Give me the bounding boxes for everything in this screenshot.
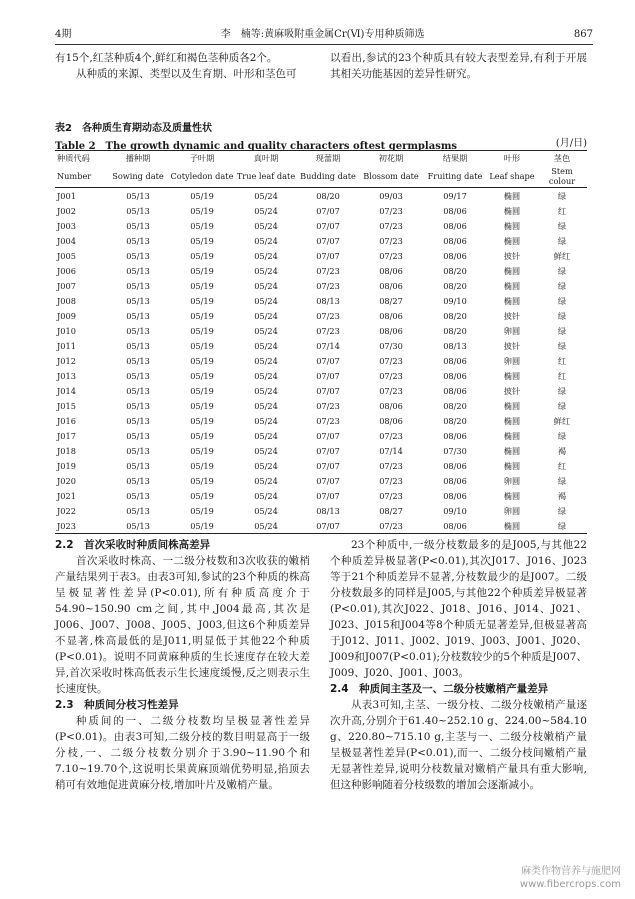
cell-leaf-shape: 披针 bbox=[503, 310, 521, 321]
cell-budding: 07/23 bbox=[316, 415, 340, 426]
cell-cotyledon: 05/19 bbox=[190, 415, 214, 426]
cell-fruiting: 08/06 bbox=[443, 385, 467, 396]
cell-fruiting: 08/06 bbox=[443, 430, 467, 441]
cell-true-leaf: 05/24 bbox=[254, 460, 278, 471]
cell-budding: 07/07 bbox=[316, 220, 340, 231]
cell-fruiting: 08/20 bbox=[443, 325, 467, 336]
cell-cotyledon: 05/19 bbox=[190, 430, 214, 441]
cell-stem-colour: 绿 bbox=[557, 325, 567, 336]
running-header bbox=[55, 22, 593, 45]
cell-true-leaf: 05/24 bbox=[254, 190, 278, 201]
cell-leaf-shape: 椭圆 bbox=[503, 460, 521, 471]
cell-sowing: 05/13 bbox=[126, 250, 150, 261]
header-budding-cn: 现蕾期 bbox=[297, 151, 359, 166]
cell-fruiting: 08/06 bbox=[443, 220, 467, 231]
cell-number: J022 bbox=[57, 505, 76, 516]
cell-stem-colour: 绿 bbox=[557, 430, 567, 441]
header-fruiting-en: Fruiting date bbox=[423, 165, 487, 188]
table-caption-en: Table 2 The growth dynamic and quality characters oftest germplasms bbox=[55, 141, 458, 152]
cell-leaf-shape: 椭圆 bbox=[503, 490, 521, 501]
cell-budding: 07/23 bbox=[316, 400, 340, 411]
table-row bbox=[55, 323, 587, 338]
top-right-column bbox=[330, 50, 587, 82]
cell-leaf-shape: 披针 bbox=[503, 340, 521, 351]
cell-budding: 07/14 bbox=[316, 340, 340, 351]
section-2-2-title: 2.2 首次采收时种质间株高差异 bbox=[55, 539, 211, 551]
cell-sowing: 05/13 bbox=[126, 325, 150, 336]
cell-cotyledon: 05/19 bbox=[190, 250, 214, 261]
cell-sowing: 05/13 bbox=[126, 475, 150, 486]
table-row bbox=[55, 383, 587, 398]
cell-stem-colour: 绿 bbox=[557, 400, 567, 411]
cell-cotyledon: 05/19 bbox=[190, 340, 214, 351]
table-row bbox=[55, 248, 587, 263]
cell-blossom: 07/23 bbox=[379, 355, 403, 366]
top-left-column bbox=[55, 50, 310, 82]
cell-number: J023 bbox=[55, 518, 107, 534]
cell-stem-colour: 红 bbox=[557, 460, 567, 471]
cell-fruiting: 08/20 bbox=[443, 400, 467, 411]
cell-cotyledon: 05/19 bbox=[190, 280, 214, 291]
cell-cotyledon: 05/19 bbox=[190, 445, 214, 456]
cell-true-leaf: 05/24 bbox=[254, 355, 278, 366]
cell-budding: 07/07 bbox=[316, 250, 340, 261]
section-2-2-body: 首次采收时株高、一二级分枝数和3次收获的嫩梢产量结果列于表3。由表3可知,参试的23个种质的株高呈极显著性差异(P<0.01),所有种质高度介于54.90~150.90 cm之间,其中,J004最高,其次是J006、J007、J008、J005、J003,但这6个种质差异不显著,株高最低的是J011,明显低于其他22个种质(P<0.01)。说明不同黄麻种质的生长速度存在较大差异,首次采收时株高低表示生长速度缓慢,反之则表示生长速度快。 bbox=[55, 555, 310, 695]
cell-fruiting: 08/13 bbox=[443, 340, 467, 351]
top-left-paragraph-1: 有15个,红茎种质4个,鲜红和褐色茎种质各2个。 bbox=[55, 52, 278, 64]
cell-stem-colour: 绿 bbox=[557, 190, 567, 201]
cell-sowing: 05/13 bbox=[126, 505, 150, 516]
cell-leaf-shape: 椭圆 bbox=[503, 205, 521, 216]
cell-true-leaf: 05/24 bbox=[254, 415, 278, 426]
cell-cotyledon: 05/19 bbox=[190, 370, 214, 381]
table-row bbox=[55, 473, 587, 488]
left-column bbox=[55, 537, 310, 793]
cell-leaf-shape: 披针 bbox=[503, 385, 521, 396]
table-row bbox=[55, 398, 587, 413]
cell-leaf-shape: 椭圆 bbox=[503, 235, 521, 246]
header-sowing-cn: 播种期 bbox=[107, 151, 169, 166]
header-sowing-en: Sowing date bbox=[107, 165, 169, 188]
cell-budding: 07/07 bbox=[316, 430, 340, 441]
cell-sowing: 05/13 bbox=[126, 385, 150, 396]
cell-budding: 07/07 bbox=[316, 490, 340, 501]
cell-blossom: 08/27 bbox=[379, 505, 403, 516]
cell-stem-colour: 鲜红 bbox=[553, 415, 571, 426]
table-row bbox=[55, 203, 587, 218]
cell-true-leaf: 05/24 bbox=[254, 490, 278, 501]
cell-blossom: 07/23 bbox=[359, 518, 423, 534]
cell-sowing: 05/13 bbox=[126, 265, 150, 276]
cell-cotyledon: 05/19 bbox=[190, 235, 214, 246]
cell-sowing: 05/13 bbox=[126, 355, 150, 366]
cell-cotyledon: 05/19 bbox=[190, 355, 214, 366]
cell-number: J017 bbox=[57, 430, 76, 441]
cell-sowing: 05/13 bbox=[126, 235, 150, 246]
cell-budding: 07/07 bbox=[316, 475, 340, 486]
cell-cotyledon: 05/19 bbox=[190, 400, 214, 411]
cell-true-leaf: 05/24 bbox=[254, 235, 278, 246]
cell-sowing: 05/13 bbox=[126, 280, 150, 291]
cell-stem-colour: 红 bbox=[557, 370, 567, 381]
cell-true-leaf: 05/24 bbox=[254, 445, 278, 456]
table-caption-cn: 表2 各种质生育期动态及质量性状 bbox=[55, 123, 212, 134]
cell-blossom: 09/03 bbox=[379, 190, 403, 201]
table-row bbox=[55, 278, 587, 293]
cell-budding: 07/07 bbox=[316, 385, 340, 396]
cell-budding: 08/13 bbox=[316, 505, 340, 516]
cell-cotyledon: 05/19 bbox=[190, 265, 214, 276]
header-true-leaf-en: True leaf date bbox=[235, 165, 297, 188]
cell-sowing: 05/13 bbox=[107, 518, 169, 534]
cell-number: J012 bbox=[57, 355, 76, 366]
cell-sowing: 05/13 bbox=[126, 415, 150, 426]
cell-cotyledon: 05/19 bbox=[190, 310, 214, 321]
watermark-line-2: www.fibercrops.com bbox=[519, 879, 621, 890]
header-stem-colour-cn: 茎色 bbox=[537, 151, 587, 166]
table-row bbox=[55, 443, 587, 458]
cell-number: J019 bbox=[57, 460, 76, 471]
cell-true-leaf: 05/24 bbox=[254, 400, 278, 411]
cell-budding: 07/07 bbox=[316, 205, 340, 216]
header-cotyledon-cn: 子叶期 bbox=[169, 151, 235, 166]
cell-blossom: 07/23 bbox=[379, 205, 403, 216]
cell-true-leaf: 05/24 bbox=[254, 295, 278, 306]
cell-fruiting: 08/06 bbox=[443, 250, 467, 261]
cell-stem-colour: 绿 bbox=[557, 340, 567, 351]
cell-blossom: 07/23 bbox=[379, 250, 403, 261]
cell-budding: 07/23 bbox=[316, 310, 340, 321]
table-header-en bbox=[55, 165, 587, 188]
cell-leaf-shape: 椭圆 bbox=[503, 190, 521, 201]
cell-blossom: 08/06 bbox=[379, 415, 403, 426]
cell-stem-colour: 绿 bbox=[557, 235, 567, 246]
issue-number: 4期 bbox=[55, 29, 72, 40]
table-row bbox=[55, 293, 587, 308]
cell-blossom: 07/23 bbox=[379, 430, 403, 441]
cell-leaf-shape: 椭圆 bbox=[503, 295, 521, 306]
cell-true-leaf: 05/24 bbox=[254, 370, 278, 381]
section-2-3-title: 2.3 种质间分枝习性差异 bbox=[55, 699, 179, 711]
cell-stem-colour: 绿 bbox=[557, 280, 567, 291]
cell-leaf-shape: 披针 bbox=[503, 250, 521, 261]
cell-number: J005 bbox=[57, 250, 76, 261]
cell-blossom: 07/23 bbox=[379, 460, 403, 471]
cell-leaf-shape: 椭圆 bbox=[503, 370, 521, 381]
header-cotyledon-en: Cotyledon date bbox=[169, 165, 235, 188]
cell-sowing: 05/13 bbox=[126, 190, 150, 201]
cell-leaf-shape: 椭圆 bbox=[503, 430, 521, 441]
cell-number: J010 bbox=[57, 325, 76, 336]
cell-stem-colour: 褐 bbox=[557, 490, 567, 501]
section-2-4-body: 从表3可知,主茎、一级分枝、二级分枝嫩梢产量逐次升高,分别介于61.40~252.10 g、224.00~584.10 g、220.80~715.10 g,主茎与一、二级分枝嫩梢产量呈极显著性差异(P<0.01),而一、二级分枝间嫩梢产量无显著性差异,说明分枝数量对嫩梢产量具有重大影响,但这种影响随着分枝级数的增加会逐渐减小。 bbox=[330, 699, 587, 791]
cell-sowing: 05/13 bbox=[126, 490, 150, 501]
cell-fruiting: 08/06 bbox=[443, 490, 467, 501]
cell-blossom: 08/06 bbox=[379, 400, 403, 411]
cell-stem-colour: 绿 bbox=[557, 475, 567, 486]
right-column bbox=[330, 537, 587, 793]
cell-fruiting: 08/06 bbox=[423, 518, 487, 534]
cell-leaf-shape: 椭圆 bbox=[503, 265, 521, 276]
cell-number: J009 bbox=[57, 310, 76, 321]
table-row bbox=[55, 308, 587, 323]
cell-blossom: 07/23 bbox=[379, 490, 403, 501]
cell-budding: 07/23 bbox=[316, 325, 340, 336]
cell-cotyledon: 05/19 bbox=[190, 490, 214, 501]
watermark bbox=[520, 865, 621, 891]
header-stem-colour-en: Stem colour bbox=[537, 165, 587, 188]
cell-budding: 07/07 bbox=[316, 355, 340, 366]
watermark-line-1: 麻类作物营养与施肥网 bbox=[521, 866, 621, 877]
cell-sowing: 05/13 bbox=[126, 295, 150, 306]
top-left-paragraph-2: 从种质的来源、类型以及生育期、叶形和茎色可 bbox=[76, 68, 297, 80]
cell-sowing: 05/13 bbox=[126, 400, 150, 411]
table-unit: (月/日) bbox=[555, 138, 587, 149]
cell-sowing: 05/13 bbox=[126, 370, 150, 381]
cell-number: J006 bbox=[57, 265, 76, 276]
page-number: 867 bbox=[573, 29, 593, 40]
cell-true-leaf: 05/24 bbox=[254, 220, 278, 231]
cell-stem-colour: 红 bbox=[557, 205, 567, 216]
table-row bbox=[55, 353, 587, 368]
cell-blossom: 07/23 bbox=[379, 385, 403, 396]
cell-cotyledon: 05/19 bbox=[190, 190, 214, 201]
cell-true-leaf: 05/24 bbox=[235, 518, 297, 534]
cell-true-leaf: 05/24 bbox=[254, 340, 278, 351]
cell-true-leaf: 05/24 bbox=[254, 250, 278, 261]
cell-stem-colour: 绿 bbox=[557, 310, 567, 321]
cell-leaf-shape: 椭圆 bbox=[503, 220, 521, 231]
cell-fruiting: 08/06 bbox=[443, 355, 467, 366]
cell-blossom: 08/27 bbox=[379, 295, 403, 306]
cell-stem-colour: 绿 bbox=[557, 220, 567, 231]
cell-stem-colour: 绿 bbox=[557, 505, 567, 516]
cell-sowing: 05/13 bbox=[126, 445, 150, 456]
cell-stem-colour: 绿 bbox=[557, 295, 567, 306]
cell-cotyledon: 05/19 bbox=[190, 295, 214, 306]
section-2-4-title: 2.4 种质间主茎及一、二级分枝嫩梢产量差异 bbox=[330, 683, 549, 695]
cell-stem-colour: 红 bbox=[557, 355, 567, 366]
cell-fruiting: 09/10 bbox=[443, 295, 467, 306]
cell-blossom: 07/23 bbox=[379, 220, 403, 231]
cell-number: J021 bbox=[57, 490, 76, 501]
header-number-en: Number bbox=[55, 165, 107, 188]
table-row bbox=[55, 458, 587, 473]
section-2-3-body: 种质间的一、二级分枝数均呈极显著性差异(P<0.01)。由表3可知,二级分枝的数目明显高于一级分枝,一、二级分枝数分别介于3.90~11.90个和7.10~19.70个,这说明长果黄麻顶端优势明显,掐顶去稍可有效地促进黄麻分枝,增加叶片及嫩梢产量。 bbox=[55, 715, 310, 791]
table-row bbox=[55, 233, 587, 248]
cell-sowing: 05/13 bbox=[126, 205, 150, 216]
cell-number: J007 bbox=[57, 280, 76, 291]
table-row bbox=[55, 218, 587, 233]
cell-blossom: 08/06 bbox=[379, 265, 403, 276]
cell-budding: 08/20 bbox=[316, 190, 340, 201]
cell-budding: 07/07 bbox=[316, 370, 340, 381]
cell-blossom: 07/23 bbox=[379, 235, 403, 246]
cell-true-leaf: 05/24 bbox=[254, 280, 278, 291]
header-leaf-shape-cn: 叶形 bbox=[487, 151, 537, 166]
table-row bbox=[55, 338, 587, 353]
header-true-leaf-cn: 真叶期 bbox=[235, 151, 297, 166]
cell-fruiting: 08/20 bbox=[443, 265, 467, 276]
header-fruiting-cn: 结果期 bbox=[423, 151, 487, 166]
cell-true-leaf: 05/24 bbox=[254, 430, 278, 441]
cell-budding: 07/23 bbox=[316, 280, 340, 291]
cell-fruiting: 09/10 bbox=[443, 505, 467, 516]
top-right-paragraph: 以看出,参试的23个种质具有较大表型差异,有利于开展其相关功能基因的差异性研究。 bbox=[330, 52, 587, 80]
cell-true-leaf: 05/24 bbox=[254, 265, 278, 276]
cell-number: J011 bbox=[57, 340, 76, 351]
table-row bbox=[55, 428, 587, 443]
cell-true-leaf: 05/24 bbox=[254, 205, 278, 216]
cell-true-leaf: 05/24 bbox=[254, 385, 278, 396]
cell-budding: 08/13 bbox=[316, 295, 340, 306]
cell-cotyledon: 05/19 bbox=[190, 505, 214, 516]
running-title: 李 楠等:黄麻吸附重金属Cr(Ⅵ)专用种质筛选 bbox=[220, 29, 425, 40]
cell-cotyledon: 05/19 bbox=[169, 518, 235, 534]
cell-true-leaf: 05/24 bbox=[254, 310, 278, 321]
cell-cotyledon: 05/19 bbox=[190, 475, 214, 486]
cell-leaf-shape: 椭圆 bbox=[503, 400, 521, 411]
header-leaf-shape-en: Leaf shape bbox=[487, 165, 537, 188]
cell-number: J015 bbox=[57, 400, 76, 411]
growth-dynamic-table bbox=[55, 150, 587, 534]
cell-number: J002 bbox=[57, 205, 76, 216]
header-blossom-en: Blossom date bbox=[359, 165, 423, 188]
cell-fruiting: 08/06 bbox=[443, 235, 467, 246]
header-blossom-cn: 初花期 bbox=[359, 151, 423, 166]
cell-leaf-shape: 椭圆 bbox=[487, 518, 537, 534]
cell-fruiting: 09/17 bbox=[443, 190, 467, 201]
cell-cotyledon: 05/19 bbox=[190, 385, 214, 396]
cell-stem-colour: 绿 bbox=[557, 385, 567, 396]
cell-cotyledon: 05/19 bbox=[190, 460, 214, 471]
cell-budding: 07/07 bbox=[297, 518, 359, 534]
cell-fruiting: 08/06 bbox=[443, 460, 467, 471]
cell-blossom: 08/06 bbox=[379, 310, 403, 321]
cell-number: J001 bbox=[57, 190, 76, 201]
cell-fruiting: 07/30 bbox=[443, 445, 467, 456]
cell-number: J003 bbox=[57, 220, 76, 231]
table-row bbox=[55, 518, 587, 534]
table-row bbox=[55, 503, 587, 518]
cell-number: J020 bbox=[57, 475, 76, 486]
table-row bbox=[55, 488, 587, 503]
section-2-2-continued: 23个种质中,一级分枝数最多的是J005,与其他22个种质差异极显著(P<0.01),其次J017、J016、J023等于21个种质差异不显著,分枝数最少的是J007。二级分枝数最多的同样是J005,与其他22个种质差异极显著(P<0.01),其次J022、J018、J016、J014、J021、J023、J015和J004等8个种质无显著差异,但极显著高于J012、J011、J002、J019、J003、J001、J020、J009和J007(P<0.01);分枝数较少的5个种质是J007、J009、J020、J001、J003。 bbox=[330, 539, 587, 679]
cell-blossom: 07/23 bbox=[379, 370, 403, 381]
cell-stem-colour: 绿 bbox=[557, 265, 567, 276]
cell-sowing: 05/13 bbox=[126, 310, 150, 321]
cell-budding: 07/07 bbox=[316, 445, 340, 456]
cell-sowing: 05/13 bbox=[126, 220, 150, 231]
cell-leaf-shape: 卵圆 bbox=[503, 475, 521, 486]
cell-fruiting: 08/06 bbox=[443, 205, 467, 216]
table-body bbox=[55, 188, 587, 534]
cell-fruiting: 08/20 bbox=[443, 280, 467, 291]
table-header-cn bbox=[55, 151, 587, 166]
cell-number: J004 bbox=[57, 235, 76, 246]
cell-leaf-shape: 椭圆 bbox=[503, 445, 521, 456]
cell-leaf-shape: 卵圆 bbox=[503, 325, 521, 336]
table-row bbox=[55, 188, 587, 204]
cell-fruiting: 08/06 bbox=[443, 475, 467, 486]
cell-stem-colour: 褐 bbox=[557, 445, 567, 456]
cell-stem-colour: 鲜红 bbox=[553, 250, 571, 261]
cell-leaf-shape: 卵圆 bbox=[503, 355, 521, 366]
cell-stem-colour: 绿 bbox=[537, 518, 587, 534]
cell-sowing: 05/13 bbox=[126, 460, 150, 471]
cell-blossom: 07/30 bbox=[379, 340, 403, 351]
cell-fruiting: 08/06 bbox=[443, 370, 467, 381]
cell-budding: 07/23 bbox=[316, 265, 340, 276]
cell-budding: 07/07 bbox=[316, 460, 340, 471]
cell-blossom: 08/06 bbox=[379, 325, 403, 336]
cell-blossom: 08/06 bbox=[379, 280, 403, 291]
header-budding-en: Budding date bbox=[297, 165, 359, 188]
cell-number: J016 bbox=[57, 415, 76, 426]
cell-leaf-shape: 椭圆 bbox=[503, 415, 521, 426]
cell-fruiting: 08/20 bbox=[443, 310, 467, 321]
cell-number: J008 bbox=[57, 295, 76, 306]
cell-sowing: 05/13 bbox=[126, 340, 150, 351]
cell-budding: 07/07 bbox=[316, 235, 340, 246]
table-row bbox=[55, 263, 587, 278]
cell-true-leaf: 05/24 bbox=[254, 505, 278, 516]
cell-true-leaf: 05/24 bbox=[254, 325, 278, 336]
cell-number: J018 bbox=[57, 445, 76, 456]
cell-leaf-shape: 椭圆 bbox=[503, 280, 521, 291]
cell-number: J014 bbox=[57, 385, 76, 396]
cell-blossom: 07/23 bbox=[379, 475, 403, 486]
cell-number: J013 bbox=[57, 370, 76, 381]
table-row bbox=[55, 413, 587, 428]
table-row bbox=[55, 368, 587, 383]
cell-leaf-shape: 卵圆 bbox=[503, 505, 521, 516]
header-number-cn: 种质代码 bbox=[55, 151, 107, 166]
cell-cotyledon: 05/19 bbox=[190, 325, 214, 336]
cell-fruiting: 08/20 bbox=[443, 415, 467, 426]
cell-true-leaf: 05/24 bbox=[254, 475, 278, 486]
cell-cotyledon: 05/19 bbox=[190, 220, 214, 231]
cell-blossom: 07/14 bbox=[379, 445, 403, 456]
cell-cotyledon: 05/19 bbox=[190, 205, 214, 216]
cell-sowing: 05/13 bbox=[126, 430, 150, 441]
